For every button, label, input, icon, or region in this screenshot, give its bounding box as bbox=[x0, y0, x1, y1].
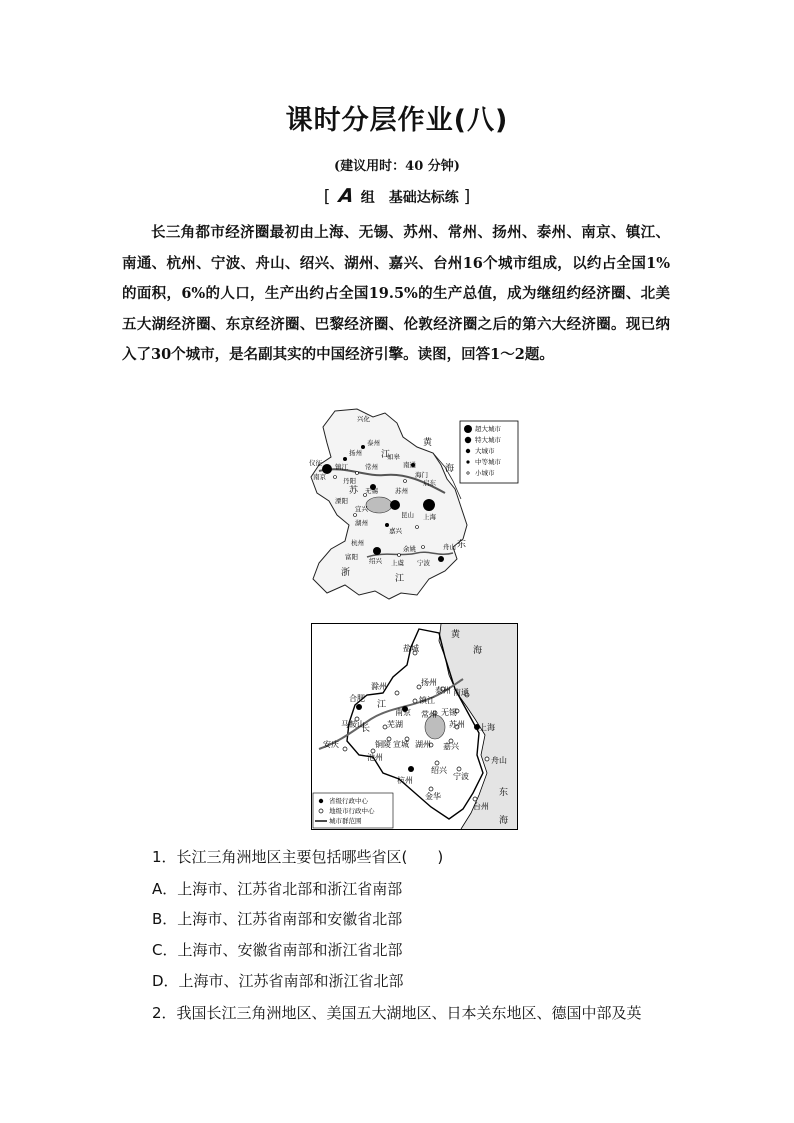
city-label: 杭州 bbox=[397, 776, 413, 785]
map2-legend bbox=[313, 793, 393, 828]
city-label: 铜陵 bbox=[375, 740, 391, 749]
city-dot bbox=[416, 526, 419, 529]
provincial-capital-dot bbox=[356, 704, 362, 710]
city-label: 余姚 bbox=[403, 545, 416, 553]
city-label: 宁波 bbox=[417, 559, 430, 567]
city-label: 丹阳 bbox=[343, 477, 356, 485]
city-label: 舟山 bbox=[443, 543, 456, 551]
city-label: 溧阳 bbox=[335, 497, 348, 505]
city-size-map bbox=[305, 407, 520, 603]
city-label: 扬州 bbox=[421, 678, 437, 687]
city-label: 镇江 bbox=[419, 696, 435, 705]
question-2-stem: 2．我国长江三角洲地区、美国五大湖地区、日本关东地区、德国中部及英 bbox=[152, 1004, 642, 1022]
group-text: 组 基础达标练 bbox=[360, 190, 459, 206]
city-label: 合肥 bbox=[349, 694, 365, 703]
question-1-option-b: B．上海市、江苏省南部和安徽省北部 bbox=[152, 910, 403, 928]
city-label: 绍兴 bbox=[431, 766, 447, 775]
city-label: 富阳 bbox=[345, 553, 358, 561]
prefecture-city-dot bbox=[485, 757, 489, 761]
city-label: 盐城 bbox=[403, 644, 419, 653]
provincial-capital-dot bbox=[408, 766, 414, 772]
legend-label: 大城市 bbox=[475, 447, 495, 455]
city-label: 嘉兴 bbox=[389, 527, 402, 535]
city-label: 南京 bbox=[313, 473, 326, 481]
city-dot bbox=[422, 546, 425, 549]
passage-text: 长三角都市经济圈最初由上海、无锡、苏州、常州、扬州、泰州、南京、镇江、南通、杭州、宁波、舟山、绍兴、湖州、嘉兴、台州16个城市组成，以约占全国1%的面积，6%的人口，生产出约占全国19.5%的生产总值，成为继纽约经济圈、北美五大湖经济圈、东京经济圈、巴黎经济圈、伦敦经济圈之后的第六大经济圈。现已纳入了30个城市，是名副其实的中国经济引擎。读图，回答1～2题。 bbox=[122, 224, 670, 363]
prefecture-city-dot bbox=[429, 787, 433, 791]
region-label: 江 bbox=[381, 450, 391, 460]
city-label: 苏州 bbox=[449, 720, 465, 729]
group-letter: A bbox=[337, 185, 356, 207]
city-dot bbox=[343, 457, 347, 461]
legend-label: 地级市行政中心 bbox=[329, 807, 375, 815]
city-label: 嘉兴 bbox=[443, 742, 459, 751]
city-dot bbox=[354, 514, 357, 517]
city-label: 宁波 bbox=[453, 772, 469, 781]
city-label: 上虞 bbox=[391, 559, 404, 567]
city-label: 湖州 bbox=[415, 740, 431, 749]
suggested-time: (建议用时：40 分钟) bbox=[334, 159, 460, 174]
legend-label: 小城市 bbox=[475, 469, 495, 477]
city-label: 滁州 bbox=[371, 682, 387, 691]
sea-label: 黄 bbox=[423, 438, 433, 448]
legend-label: 中等城市 bbox=[475, 458, 501, 466]
city-label: 无锡 bbox=[365, 487, 378, 495]
city-label: 上海 bbox=[423, 513, 436, 521]
city-dot bbox=[390, 500, 400, 510]
region-label: 江 bbox=[377, 700, 387, 710]
group-heading bbox=[0, 185, 794, 207]
legend-label: 省级行政中心 bbox=[329, 797, 368, 805]
reading-passage bbox=[122, 218, 670, 371]
city-label: 上海 bbox=[479, 723, 495, 732]
sea-label: 海 bbox=[473, 646, 483, 656]
sea-label: 黄 bbox=[451, 630, 461, 640]
city-dot bbox=[334, 476, 337, 479]
city-label: 泰州 bbox=[367, 439, 380, 447]
question-1-stem: 1．长江三角洲地区主要包括哪些省区( ) bbox=[152, 848, 444, 866]
city-label: 仪征 bbox=[309, 459, 322, 467]
city-label: 湖州 bbox=[355, 519, 368, 527]
city-label: 宣城 bbox=[393, 740, 409, 749]
city-label: 池州 bbox=[367, 753, 383, 762]
city-label: 宜兴 bbox=[355, 505, 368, 513]
city-label: 海门 bbox=[415, 471, 428, 479]
prefecture-city-dot bbox=[435, 761, 439, 765]
legend-label: 城市群范围 bbox=[329, 817, 362, 825]
region-label: 长 bbox=[361, 724, 371, 734]
city-label: 泰州 bbox=[435, 686, 451, 695]
city-label: 台州 bbox=[473, 802, 489, 811]
map1-legend bbox=[460, 421, 518, 483]
city-dot bbox=[438, 556, 444, 562]
group-bracket-open: [ bbox=[323, 187, 331, 207]
legend-label: 特大城市 bbox=[475, 436, 501, 444]
prefecture-city-dot bbox=[395, 691, 399, 695]
prefecture-city-dot bbox=[413, 699, 417, 703]
city-label: 南京 bbox=[395, 708, 411, 717]
city-label: 绍兴 bbox=[369, 557, 382, 565]
city-label: 昆山 bbox=[401, 511, 414, 519]
city-label: 芜湖 bbox=[387, 720, 403, 729]
city-label: 无锡 bbox=[441, 708, 457, 717]
city-label: 南通 bbox=[403, 461, 416, 469]
city-dot bbox=[398, 554, 401, 557]
question-1-option-c: C．上海市、安徽省南部和浙江省北部 bbox=[152, 941, 403, 959]
city-dot bbox=[373, 547, 381, 555]
city-dot bbox=[423, 499, 435, 511]
city-dot bbox=[356, 472, 359, 475]
city-label: 南通 bbox=[453, 688, 469, 697]
question-1-option-a: A．上海市、江苏省北部和浙江省南部 bbox=[152, 880, 403, 898]
city-label: 杭州 bbox=[351, 539, 364, 547]
page-title: 课时分层作业(八) bbox=[285, 105, 509, 136]
city-label: 扬州 bbox=[349, 449, 362, 457]
question-1-option-d: D．上海市、江苏省南部和浙江省北部 bbox=[152, 972, 404, 990]
city-label: 常州 bbox=[421, 710, 437, 719]
region-label: 江 bbox=[395, 574, 405, 584]
group-bracket-close: ] bbox=[463, 187, 471, 207]
city-label: 马鞍山 bbox=[341, 720, 365, 729]
city-label: 兴化 bbox=[357, 415, 370, 423]
city-dot bbox=[404, 480, 407, 483]
prefecture-city-dot bbox=[457, 767, 461, 771]
region-label: 苏 bbox=[349, 486, 359, 496]
sea-label: 海 bbox=[445, 464, 455, 474]
city-label: 苏州 bbox=[395, 487, 408, 495]
city-label: 常州 bbox=[365, 463, 378, 471]
sea-label: 海 bbox=[499, 816, 509, 826]
sea-label: 东 bbox=[457, 540, 467, 550]
city-label: 金华 bbox=[425, 792, 441, 801]
legend-label: 超大城市 bbox=[475, 425, 501, 433]
city-label: 如皋 bbox=[387, 453, 400, 461]
city-label: 镇江 bbox=[335, 463, 348, 471]
taihu-lake bbox=[366, 497, 392, 513]
city-label: 舟山 bbox=[491, 756, 507, 765]
city-label: 启东 bbox=[423, 479, 436, 487]
prefecture-city-dot bbox=[343, 747, 347, 751]
city-label: 安庆 bbox=[323, 740, 339, 749]
prefecture-city-dot bbox=[473, 797, 477, 801]
city-cluster-map bbox=[311, 623, 518, 830]
region-label: 浙 bbox=[341, 568, 351, 578]
sea-label: 东 bbox=[499, 788, 509, 798]
